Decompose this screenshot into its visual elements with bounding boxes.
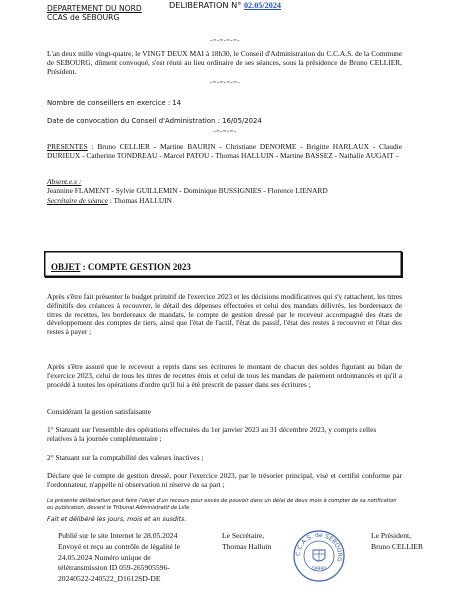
- ccas-stamp-seal: [293, 530, 345, 582]
- convocation-date: Date de convocation du Conseil d'Administration : 16/05/2024: [47, 117, 262, 125]
- stamp-emblem: [313, 550, 325, 561]
- secretary-value: : Thomas HALLUIN: [107, 196, 172, 205]
- separator: -=-=-=-=-: [210, 79, 240, 86]
- separator: -=-=-=-=-: [210, 37, 240, 44]
- stamp-postcode: 59990: [311, 567, 327, 572]
- publication-line: 24.05.2024 Numéro unique de: [58, 552, 151, 562]
- secretary-label: Secrétaire de séance: [47, 196, 108, 205]
- president-name: Bruno CELLIER: [371, 541, 424, 551]
- stamp-ring-text: C.C.A.S. de SEBOURG: [294, 531, 344, 563]
- president-signature: [371, 531, 423, 553]
- intro-paragraph: L'an deux mille vingt-quatre, le VINGT DEUX MAI à 18h30, le Conseil d'Administration du C.C.A.S. de la Commune de SEBOURG, dûment convoqué, s'est réuni au lieu ordinaire de ses séances, sous la présidence de Bruno CELLIER, Président.: [47, 49, 402, 76]
- publication-line: 20240522-240522_D1612SD-DE: [58, 574, 161, 584]
- absent-list: Jeannine FLAMENT - Sylvie GUILLEMIN - Dominique BUSSIGNIES - Florence LIENARD: [47, 186, 328, 195]
- deliberation-label: DELIBERATION N°: [168, 0, 242, 10]
- subject-text: : COMPTE GESTION 2023: [80, 262, 191, 272]
- department-header: DEPARTEMENT DU NORD: [47, 4, 142, 13]
- ruling-item-1: 1° Statuant sur l'ensemble des opérations effectuées du 1er janvier 2023 au 31 décembre 2023, y compris celles relatives à la journée complémentaire ;: [47, 425, 377, 443]
- done-line: Fait et délibéré les jours, mois et an susdits.: [47, 516, 187, 523]
- secretary-signature: [222, 531, 271, 553]
- declaration-paragraph: Déclare que le compte de gestion dressé, pour l'exercice 2023, par le trésorier principal, visé et certifié conforme par l'ordonnateur, n'appelle ni observation ni réserve de sa part ;: [47, 471, 402, 489]
- secretary-name: Thomas Halluin: [222, 541, 272, 551]
- body-paragraph-receiver: Après s'être assuré que le receveur a repris dans ses écritures le montant de chacun des soldes figurant au bilan de l'exercice 2023, celui de tous les titres de recettes émis et celui de tous les mandats de paiement ordonnancés et qu'il a procédé à toutes les opérations d'ordre qu'il lui a été prescrit de passer dans ses écritures ;: [47, 362, 402, 389]
- ruling-item-2: 2° Statuant sur la comptabilité des valeurs inactives ;: [47, 453, 204, 462]
- publication-line: télétransmission ID 059-265905596-: [58, 563, 170, 573]
- publication-line: Envoyé et reçu au contrôle de légalité le: [58, 541, 181, 551]
- president-title: Le Président,: [371, 531, 412, 540]
- ccas-header: CCAS de SEBOURG: [47, 13, 120, 22]
- session-secretary: [47, 196, 172, 205]
- appeal-notice: La présente délibération peut faire l'objet d'un recours pour excès de pouvoir dans un délai de deux mois à compter de sa notification ou publication, devant le Tribunal Administratif de Lille.: [47, 498, 397, 511]
- separator: -=-=-=-: [213, 128, 237, 135]
- publication-block: [58, 531, 218, 585]
- present-members: [47, 143, 402, 161]
- absent-label: Absent.e.s :: [47, 177, 82, 186]
- subject-title: [51, 262, 191, 272]
- considering-line: Considérant la gestion satisfaisante: [47, 407, 152, 416]
- publication-line: Publié sur le site Internet le 28.05.2024: [58, 531, 178, 540]
- secretary-title: Le Secrétaire,: [222, 531, 265, 540]
- present-list: : Bruno CELLIER - Martine BAURIN - Christiane DENORME - Brigitte HARLAUX - Claudie DURIEUX - Catherine TONDREAU - Marcel PATOU - Thomas HALLUIN - Martine BASSEZ - Nathalie AUGAIT –: [47, 142, 402, 160]
- subject-label: OBJET: [51, 262, 81, 272]
- deliberation-number-link[interactable]: 02.05/2024: [243, 1, 282, 10]
- present-label: PRESENTES: [47, 142, 88, 151]
- body-paragraph-budget: Après s'être fait présenter le budget primitif de l'exercice 2023 et les décisions modificatives qui s'y rattachent, les titres définitifs des créances à recouvrer, le détail des dépenses effectuées et celui des mandats délivrés, les bordereaux de titres de recettes, les bordereaux de mandats, le compte de gestion dressé par le receveur accompagné des états de développement des comptes de tiers, ainsi que l'état de l'actif, l'état du passif, l'état des restes à recouvrer et l'état des restes à payer ;: [47, 292, 402, 337]
- councillors-count: Nombre de conseillers en exercice : 14: [47, 99, 182, 107]
